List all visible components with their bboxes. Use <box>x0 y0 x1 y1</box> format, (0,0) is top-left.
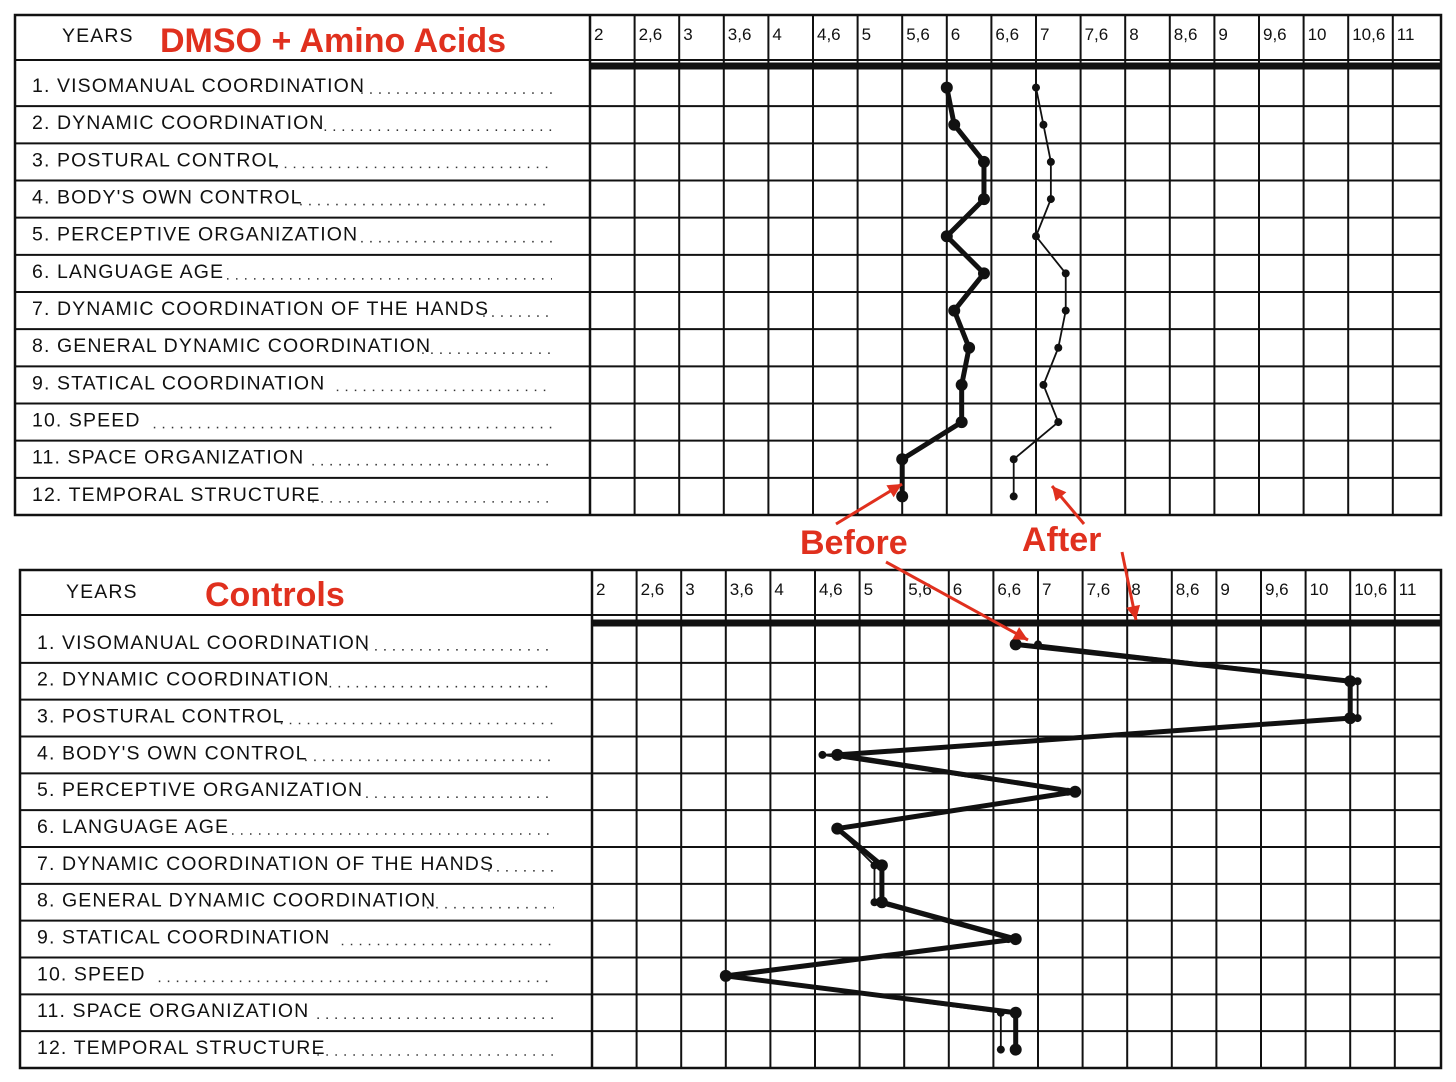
x-tick-label: 6 <box>950 25 961 44</box>
x-tick-label: 7,6 <box>1086 580 1111 599</box>
data-point-after <box>1062 307 1070 315</box>
before-arrow-bottom <box>886 562 1028 640</box>
row-label: 7. DYNAMIC COORDINATION OF THE HANDS <box>32 298 490 321</box>
data-point-after <box>833 825 841 833</box>
row-label: 11. SPACE ORGANIZATION <box>37 1000 310 1023</box>
chart-title: DMSO + Amino Acids <box>160 22 507 60</box>
data-point-after <box>1010 455 1018 463</box>
data-point-after <box>818 751 826 759</box>
row-label: 12. TEMPORAL STRUCTURE <box>32 483 321 506</box>
years-axis-label: YEARS <box>62 25 134 47</box>
x-tick-label: 11 <box>1396 25 1415 44</box>
x-tick-label: 9 <box>1218 25 1228 44</box>
data-point-before <box>963 342 975 354</box>
row-label: 12. TEMPORAL STRUCTURE <box>37 1037 326 1060</box>
x-tick-label: 7 <box>1042 580 1052 599</box>
row-label: 2. DYNAMIC COORDINATION <box>32 112 325 135</box>
data-point-before <box>948 305 960 317</box>
data-point-after <box>1062 269 1070 277</box>
row-label: 9. STATICAL COORDINATION <box>32 372 326 395</box>
data-point-before <box>956 416 968 428</box>
x-tick-label: 10 <box>1309 580 1329 599</box>
x-tick-label: 5,6 <box>906 25 930 44</box>
data-point-before <box>978 156 990 168</box>
data-point-after <box>1010 492 1018 500</box>
data-point-before <box>1010 638 1022 650</box>
x-tick-label: 10 <box>1307 25 1327 44</box>
x-tick-label: 6 <box>952 580 963 599</box>
x-tick-label: 4,6 <box>819 580 843 599</box>
data-point-before <box>941 230 953 242</box>
after-arrow-bottom-head <box>1126 605 1140 620</box>
x-tick-label: 2,6 <box>638 25 663 44</box>
x-tick-label: 2 <box>594 25 604 44</box>
data-point-after <box>1064 788 1072 796</box>
row-label: 1. VISOMANUAL COORDINATION <box>37 631 371 654</box>
data-point-after <box>997 1009 1005 1017</box>
data-point-after <box>1047 158 1055 166</box>
x-tick-label: 3 <box>683 25 693 44</box>
data-point-after <box>997 1046 1005 1054</box>
data-point-after <box>870 898 878 906</box>
years-axis-label: YEARS <box>66 581 138 603</box>
x-tick-label: 3,6 <box>729 580 754 599</box>
x-tick-label: 4,6 <box>817 25 841 44</box>
chart-title: Controls <box>205 576 345 614</box>
annotations <box>800 484 1140 640</box>
data-point-before <box>956 379 968 391</box>
data-point-before <box>1010 1007 1022 1019</box>
x-tick-label: 10,6 <box>1352 25 1386 44</box>
row-label: 8. GENERAL DYNAMIC COORDINATION <box>37 889 437 912</box>
x-tick-label: 8,6 <box>1175 580 1200 599</box>
data-point-after <box>870 861 878 869</box>
data-point-after <box>1054 344 1062 352</box>
data-point-before <box>896 453 908 465</box>
x-tick-label: 8,6 <box>1173 25 1198 44</box>
x-tick-label: 11 <box>1398 580 1417 599</box>
x-tick-label: 4 <box>774 580 784 599</box>
x-tick-label: 5,6 <box>908 580 932 599</box>
after-label: After <box>1022 521 1102 559</box>
data-point-before <box>978 267 990 279</box>
data-point-after <box>1032 232 1040 240</box>
data-point-after <box>1354 714 1362 722</box>
data-point-before <box>1010 1044 1022 1056</box>
x-tick-label: 10,6 <box>1354 580 1388 599</box>
row-label: 5. PERCEPTIVE ORGANIZATION <box>32 223 359 246</box>
data-point-before <box>941 82 953 94</box>
data-point-after <box>1034 640 1042 648</box>
before-label: Before <box>800 524 908 562</box>
row-label: 10. SPEED <box>32 409 141 432</box>
x-tick-label: 6,6 <box>997 580 1022 599</box>
x-tick-label: 2 <box>596 580 606 599</box>
row-label: 6. LANGUAGE AGE <box>37 816 230 839</box>
x-tick-label: 5 <box>861 25 872 44</box>
data-point-before <box>896 490 908 502</box>
data-point-after <box>1039 381 1047 389</box>
row-label: 10. SPEED <box>37 963 146 986</box>
x-tick-label: 7,6 <box>1084 25 1109 44</box>
row-label: 2. DYNAMIC COORDINATION <box>37 668 330 691</box>
row-label: 3. POSTURAL CONTROL <box>32 149 280 172</box>
x-tick-label: 9,6 <box>1263 25 1287 44</box>
data-point-after <box>722 972 730 980</box>
data-point-before <box>948 119 960 131</box>
x-tick-label: 7 <box>1040 25 1050 44</box>
row-label: 3. POSTURAL CONTROL <box>37 705 285 728</box>
row-label: 5. PERCEPTIVE ORGANIZATION <box>37 779 364 802</box>
x-tick-label: 3 <box>685 580 695 599</box>
x-tick-label: 8 <box>1129 25 1139 44</box>
chart-panel-dmso <box>15 15 1441 515</box>
data-point-after <box>1054 418 1062 426</box>
data-point-after <box>1039 121 1047 129</box>
x-tick-label: 8 <box>1131 580 1141 599</box>
x-tick-label: 6,6 <box>995 25 1020 44</box>
row-label: 6. LANGUAGE AGE <box>32 260 225 283</box>
x-tick-label: 9,6 <box>1265 580 1289 599</box>
row-label: 4. BODY'S OWN CONTROL <box>32 186 303 209</box>
row-label: 11. SPACE ORGANIZATION <box>32 446 305 469</box>
data-point-after <box>1354 677 1362 685</box>
row-label: 4. BODY'S OWN CONTROL <box>37 742 308 765</box>
row-label: 8. GENERAL DYNAMIC COORDINATION <box>32 335 432 358</box>
data-point-after <box>1004 935 1012 943</box>
x-tick-label: 9 <box>1220 580 1230 599</box>
x-tick-label: 5 <box>863 580 874 599</box>
x-tick-label: 4 <box>772 25 782 44</box>
row-label: 9. STATICAL COORDINATION <box>37 926 331 949</box>
row-label: 7. DYNAMIC COORDINATION OF THE HANDS <box>37 852 495 875</box>
x-tick-label: 3,6 <box>727 25 752 44</box>
data-point-after <box>1047 195 1055 203</box>
x-tick-label: 2,6 <box>640 580 665 599</box>
data-point-before <box>978 193 990 205</box>
row-label: 1. VISOMANUAL COORDINATION <box>32 75 366 98</box>
chart-panel-controls <box>20 570 1441 1068</box>
data-point-after <box>1032 84 1040 92</box>
